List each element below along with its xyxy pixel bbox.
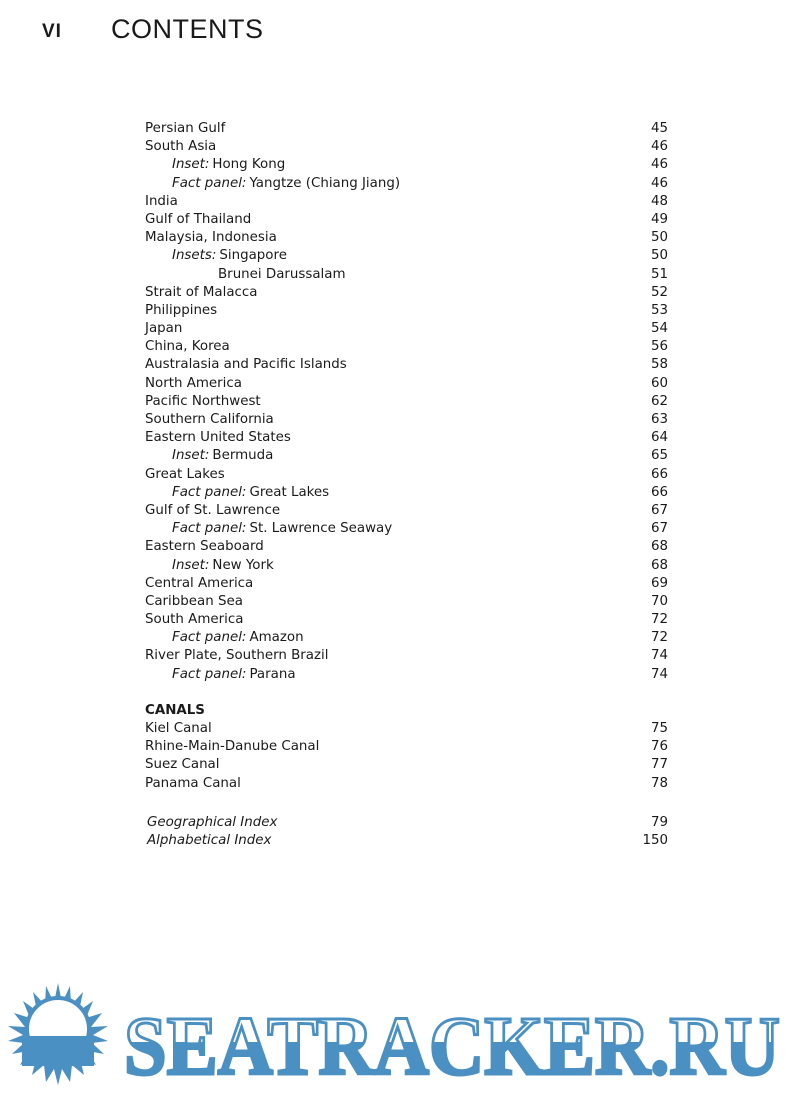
entry-title: Brunei Darussalam [218,266,346,282]
toc-entry [145,284,668,302]
entry-prefix: Inset: [172,157,210,173]
entry-title: Pacific Northwest [145,393,261,409]
entry-page: 62 [650,393,668,409]
entry-title: Hong Kong [212,157,286,173]
entry-title: Geographical Index [147,814,278,830]
entry-page: 65 [650,448,668,464]
entry-page: 56 [650,339,668,355]
table-of-contents [145,120,668,850]
entry-title: Gulf of St. Lawrence [145,502,281,518]
toc-entry [145,593,668,611]
toc-entry [145,538,668,556]
toc-entry [145,484,668,502]
entry-prefix: Fact panel: [172,175,247,191]
entry-title: Great Lakes [145,466,225,482]
entry-page: 46 [650,139,668,155]
toc-entry [145,411,668,429]
entry-title: Gulf of Thailand [145,211,252,227]
toc-entry [145,666,668,684]
entry-prefix: Fact panel: [172,521,247,537]
page-title: CONTENTS [111,14,264,44]
entry-page: 64 [650,430,668,446]
entry-title: Amazon [249,630,304,646]
entry-page: 72 [650,630,668,646]
toc-entry [145,211,668,229]
entry-title: River Plate, Southern Brazil [145,648,329,664]
entry-page: 67 [650,502,668,518]
entry-title: Great Lakes [249,484,330,500]
watermark-logo [0,983,792,1100]
toc-entry [145,393,668,411]
entry-title: Eastern United States [145,430,291,446]
entry-title: New York [212,557,274,573]
toc-entry [145,175,668,193]
entry-page: 60 [650,375,668,391]
toc-entry [145,429,668,447]
canals-heading: CANALS [145,702,205,718]
entry-page: 45 [650,121,668,136]
toc-entry [145,447,668,465]
entry-page: 79 [650,814,668,830]
entry-page: 46 [650,157,668,173]
entry-page: 54 [650,321,668,337]
toc-entry [145,247,668,265]
entry-page: 46 [650,175,668,191]
entry-page: 72 [650,612,668,628]
toc-entry [145,775,668,793]
entry-title: Strait of Malacca [145,284,258,300]
watermark-text: SEATRACKER.RU [124,1000,780,1093]
entry-title: Caribbean Sea [145,593,243,609]
toc-entry [145,502,668,520]
entry-page: 63 [650,412,668,427]
entry-title: South Asia [145,139,217,155]
entry-title: Central America [145,575,254,591]
entry-title: Japan [145,321,183,337]
toc-entry [145,302,668,320]
entry-prefix: Fact panel: [172,484,247,500]
entry-page: 52 [650,284,668,300]
toc-entry [145,756,668,774]
entry-title: Alphabetical Index [147,832,272,848]
toc-entry [145,720,668,738]
page-number: VI [42,21,62,42]
entry-title: Panama Canal [145,775,241,791]
entry-page: 150 [642,832,668,848]
entry-prefix: Insets: [172,248,217,264]
toc-entry [145,375,668,393]
sun-icon [8,983,108,1085]
entry-page: 50 [650,230,668,246]
entry-prefix: Inset: [172,448,210,464]
toc-entry [145,520,668,538]
toc-entry [145,629,668,647]
toc-entry [145,320,668,338]
entry-title: Eastern Seaboard [145,539,264,555]
entry-page: 74 [650,648,668,664]
toc-entry [145,557,668,575]
entry-page: 70 [650,593,668,609]
entry-page: 50 [650,248,668,264]
entry-title: Persian Gulf [145,121,226,136]
entry-title: Yangtze (Chiang Jiang) [249,175,401,191]
toc-entry [145,738,668,756]
entry-page: 68 [650,539,668,555]
entry-page: 75 [650,721,668,736]
toc-entry [145,156,668,174]
toc-entry [145,193,668,211]
entry-page: 58 [650,357,668,373]
entry-page: 69 [650,575,668,591]
entry-page: 74 [650,666,668,682]
entry-title: Malaysia, Indonesia [145,230,277,246]
entry-page: 49 [650,211,668,227]
entry-title: Australasia and Pacific Islands [145,357,347,373]
entry-page: 76 [650,739,668,755]
toc-entry [145,120,668,138]
entry-page: 66 [650,466,668,482]
toc-entry [145,229,668,247]
toc-entry [145,814,668,832]
toc-entry [145,647,668,665]
entry-page: 48 [650,193,668,209]
entry-page: 53 [650,302,668,318]
entry-title: Bermuda [212,448,274,464]
entry-title: Rhine-Main-Danube Canal [145,739,320,755]
entry-title: India [145,193,178,209]
entry-title: Suez Canal [145,757,220,773]
entry-title: Singapore [219,248,287,264]
entry-page: 51 [650,266,668,282]
toc-entry [145,832,668,850]
entry-title: St. Lawrence Seaway [249,521,393,537]
toc-entry [145,138,668,156]
entry-title: China, Korea [145,339,230,355]
entry-page: 67 [650,521,668,537]
entry-title: Philippines [145,302,218,318]
entry-title: Southern California [145,412,274,427]
entry-page: 66 [650,484,668,500]
entry-title: Kiel Canal [145,721,212,736]
toc-entry [145,356,668,374]
toc-entry [145,611,668,629]
entry-title: Parana [249,666,296,682]
entry-title: South America [145,612,244,628]
toc-entries [145,120,668,684]
entry-page: 68 [650,557,668,573]
entry-page: 78 [650,775,668,791]
entry-prefix: Inset: [172,557,210,573]
entry-page: 77 [650,757,668,773]
entry-prefix: Fact panel: [172,666,247,682]
entry-title: North America [145,375,242,391]
toc-entry [145,575,668,593]
toc-entry [145,466,668,484]
toc-entry [145,338,668,356]
entry-prefix: Fact panel: [172,630,247,646]
toc-entry [145,266,668,284]
